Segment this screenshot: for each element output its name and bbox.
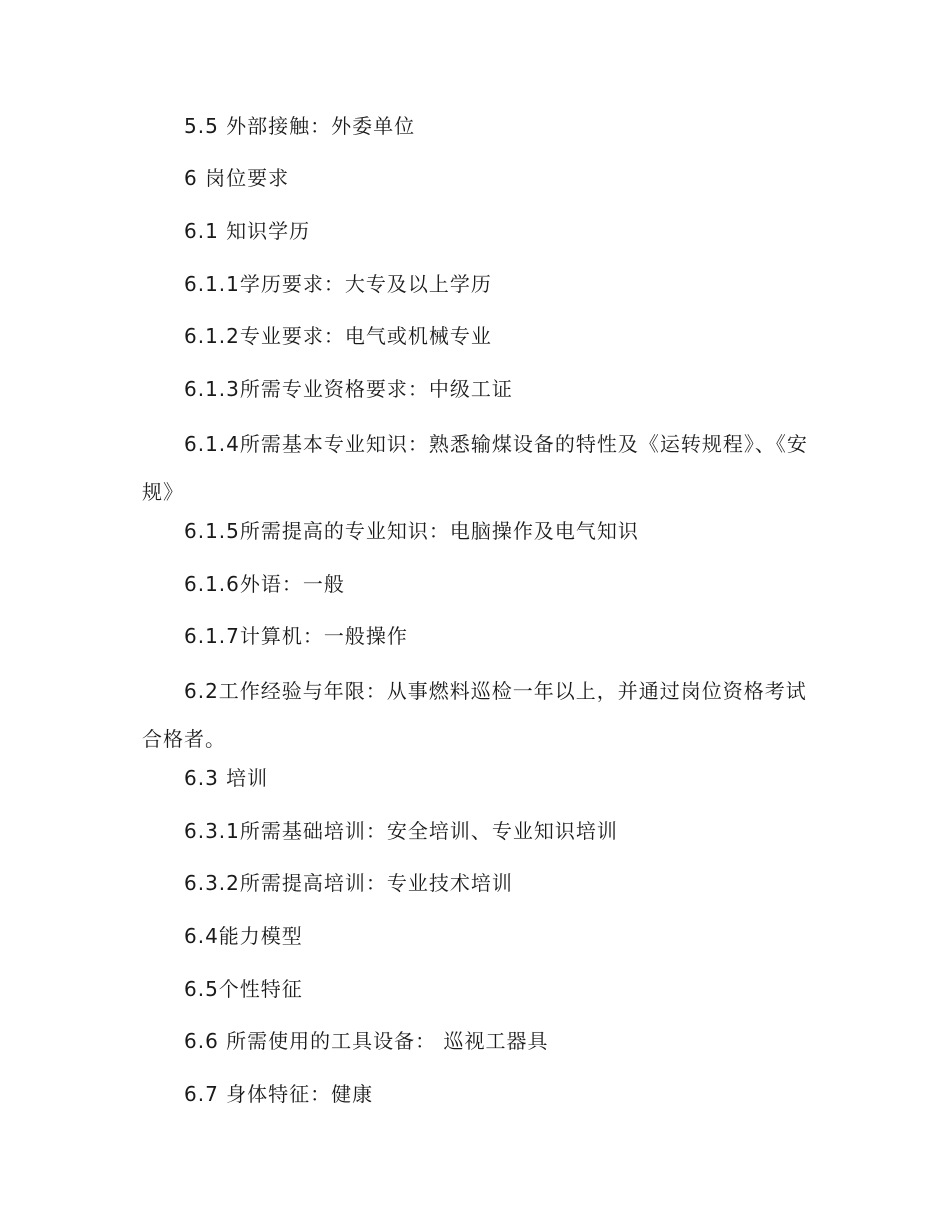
paragraph-foreign-language: 6.1.6外语：一般 (184, 572, 345, 596)
heading-personality-traits: 6.5个性特征 (184, 977, 303, 1001)
paragraph-basic-knowledge: 6.1.4所需基本专业知识：熟悉输煤设备的特性及《运转规程》、《安规》 (142, 432, 808, 504)
paragraph-physical-traits: 6.7 身体特征：健康 (184, 1082, 374, 1106)
paragraph-external-contact: 5.5 外部接触：外委单位 (184, 114, 416, 138)
paragraph-qualification-requirement: 6.1.3所需专业资格要求：中级工证 (184, 377, 513, 401)
heading-competency-model: 6.4能力模型 (184, 924, 303, 948)
paragraph-computer: 6.1.7计算机：一般操作 (184, 624, 408, 648)
paragraph-advanced-training: 6.3.2所需提高培训：专业技术培训 (184, 871, 513, 895)
paragraph-basic-training: 6.3.1所需基础培训：安全培训、专业知识培训 (184, 819, 618, 843)
paragraph-work-experience: 6.2工作经验与年限：从事燃料巡检一年以上，并通过岗位资格考试合格者。 (142, 679, 807, 751)
heading-job-requirements: 6 岗位要求 (184, 166, 290, 190)
heading-knowledge-education: 6.1 知识学历 (184, 219, 311, 243)
paragraph-education-requirement: 6.1.1学历要求：大专及以上学历 (184, 272, 492, 296)
paragraph-tools-equipment: 6.6 所需使用的工具设备： 巡视工器具 (184, 1029, 549, 1053)
heading-training: 6.3 培训 (184, 766, 269, 790)
paragraph-major-requirement: 6.1.2专业要求：电气或机械专业 (184, 324, 492, 348)
paragraph-advanced-knowledge: 6.1.5所需提高的专业知识：电脑操作及电气知识 (184, 519, 639, 543)
